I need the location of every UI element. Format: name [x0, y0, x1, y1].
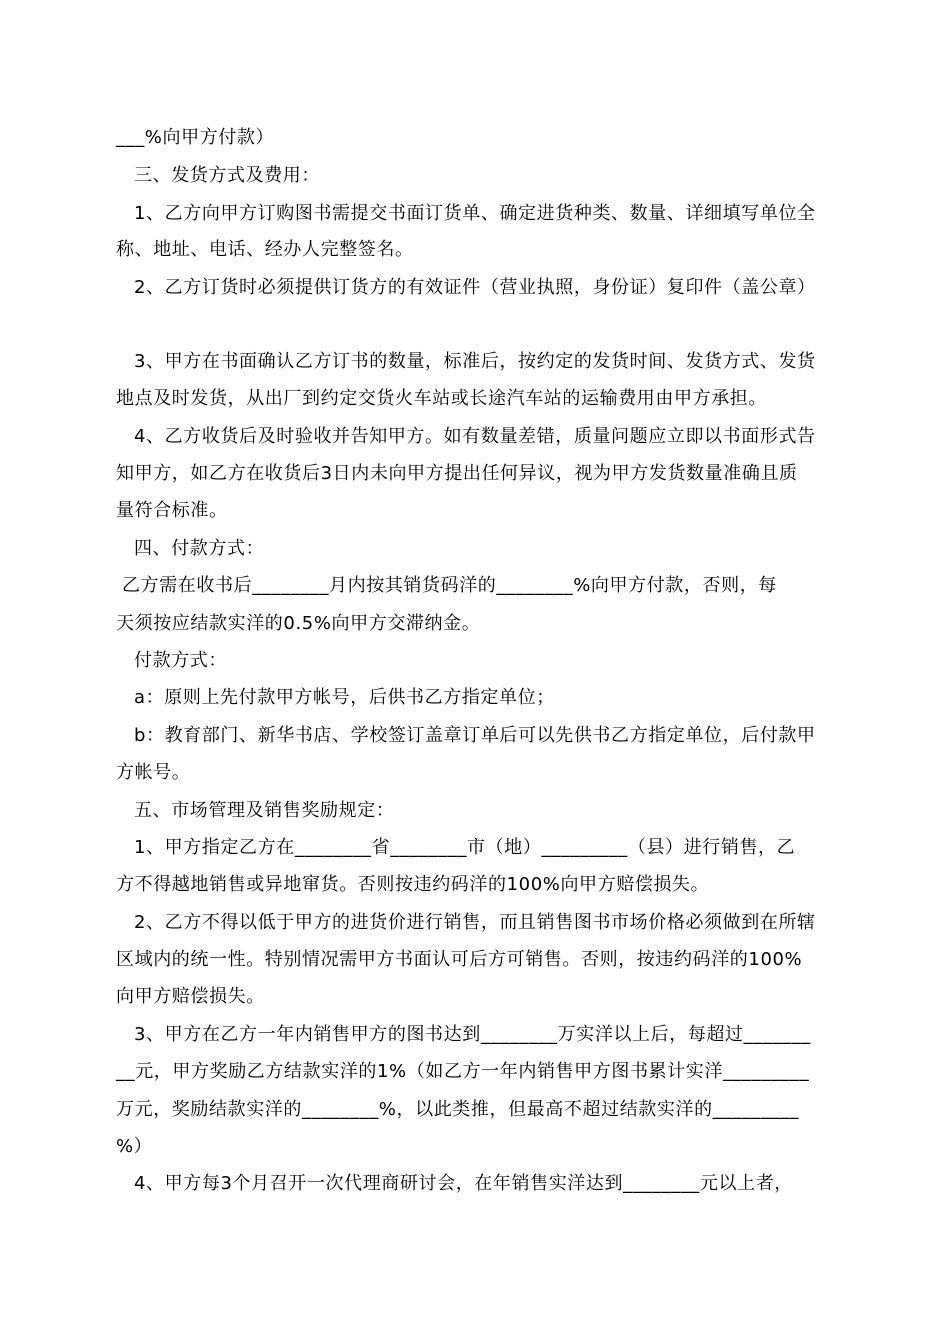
text-line: 1、乙方向甲方订购图书需提交书面订货单、确定进货种类、数量、详细填写单位全	[134, 203, 816, 224]
text-line: 2、乙方不得以低于甲方的进货价进行销售，而且销售图书市场价格必须做到在所辖	[134, 912, 816, 933]
text-line: a：原则上先付款甲方帐号，后供书乙方指定单位；	[134, 687, 555, 708]
text-line: 向甲方赔偿损失。	[116, 986, 265, 1007]
text-line: 万元，奖励结款实洋的________%，以此类推，但最高不超过结款实洋的_________	[116, 1099, 800, 1120]
section-heading: 四、付款方式：	[134, 538, 265, 559]
text-line: 1、甲方指定乙方在________省________市（地）_________（县）进行销售，乙	[134, 837, 796, 858]
text-line: 称、地址、电话、经办人完整签名。	[116, 239, 414, 260]
text-line: 区域内的统一性。特别情况需甲方书面认可后方可销售。否则，按违约码洋的100%	[116, 949, 803, 970]
section-heading: 三、发货方式及费用：	[134, 165, 320, 186]
text-line: 4、甲方每3个月召开一次代理商研讨会，在年销售实洋达到________元以上者，	[134, 1173, 793, 1194]
text-line: 4、乙方收货后及时验收并告知甲方。如有数量差错，质量问题应立即以书面形式告	[134, 426, 816, 447]
text-line: ___%向甲方付款）	[116, 127, 275, 148]
text-line: 知甲方，如乙方在收货后3日内未向甲方提出任何异议，视为甲方发货数量准确且质	[116, 463, 798, 484]
text-line: __元，甲方奖励乙方结款实洋的1%（如乙方一年内销售甲方图书累计实洋_________	[116, 1061, 810, 1082]
section-heading: 五、市场管理及销售奖励规定：	[134, 800, 395, 821]
text-line: 量符合标准。	[116, 500, 228, 521]
text-line: 2、乙方订货时必须提供订货方的有效证件（营业执照，身份证）复印件（盖公章）	[134, 277, 816, 298]
text-line: b：教育部门、新华书店、学校签订盖章订单后可以先供书乙方指定单位，后付款甲	[134, 725, 816, 746]
text-line: 3、甲方在书面确认乙方订书的数量，标准后，按约定的发货时间、发货方式、发货	[134, 351, 816, 372]
text-line: 乙方需在收书后________月内按其销货码洋的________%向甲方付款，否则，每	[122, 575, 777, 596]
text-line: 方帐号。	[116, 762, 191, 783]
text-line: %）	[116, 1136, 153, 1157]
text-line: 3、甲方在乙方一年内销售甲方的图书达到________万实洋以上后，每超过_______	[134, 1024, 811, 1045]
text-line: 地点及时发货，从出厂到约定交货火车站或长途汽车站的运输费用由甲方承担。	[116, 388, 767, 409]
text-line: 天须按应结款实洋的0.5%向甲方交滞纳金。	[116, 613, 481, 634]
text-line: 付款方式：	[134, 650, 227, 671]
text-line: 方不得越地销售或异地窜货。否则按违约码洋的100%向甲方赔偿损失。	[116, 874, 710, 895]
